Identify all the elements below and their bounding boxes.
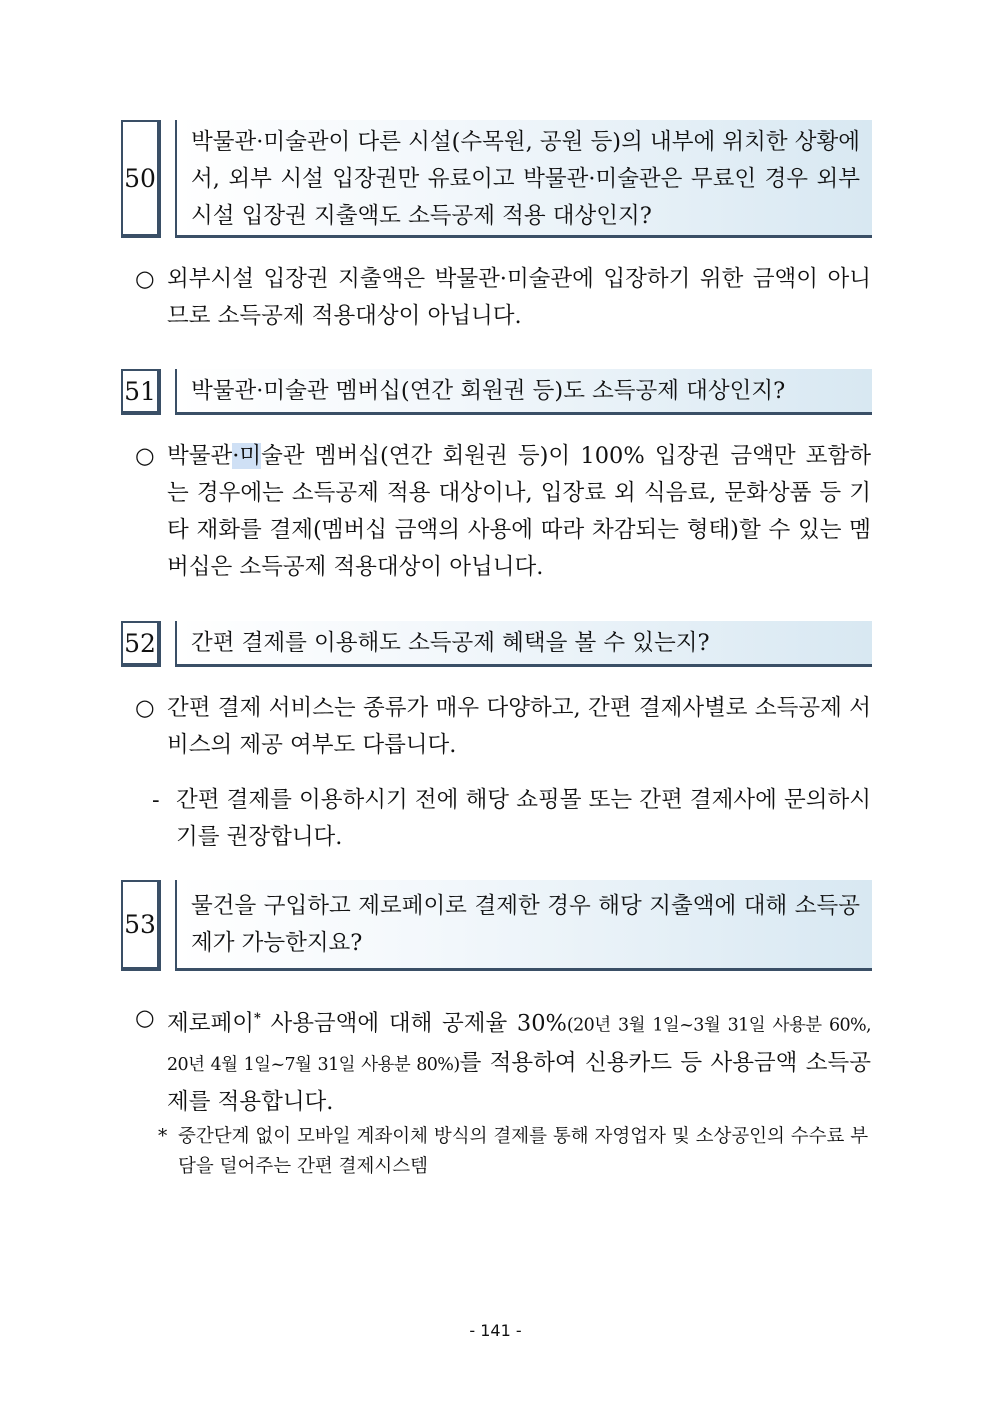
dash-bullet: - (152, 787, 160, 813)
question-number: 52 (121, 621, 161, 667)
footnote (158, 1122, 871, 1182)
question-number: 50 (121, 120, 161, 238)
answer-text: 간편 결제 서비스는 종류가 매우 다양하고, 간편 결제사별로 소득공제 서비스의 제공 여부도 다릅니다. (167, 695, 871, 758)
answer-52-sub (152, 782, 871, 856)
asterisk-bullet: * (158, 1126, 168, 1147)
question-title: 물건을 구입하고 제로페이로 결제한 경우 해당 지출액에 대해 소득공제가 가능한지요? (175, 880, 872, 971)
footnote-mark: * (253, 1011, 261, 1026)
answer-text: 박물관·미술관 멤버십(연간 회원권 등)이 100% 입장권 금액만 포함하는 경우에는 소득공제 적용 대상이나, 입장료 외 식음료, 문화상품 등 기타 재화를 결제(멤버십 금액의 사용에 따라 차감되는 형태)할 수 있는 멤버십은 소득공제 적용대상이 아닙니다. (167, 443, 871, 580)
circle-bullet: ○ (135, 695, 155, 721)
circle-bullet: ○ (135, 266, 155, 292)
answer-51 (135, 438, 871, 586)
question-title: 박물관·미술관이 다른 시설(수목원, 공원 등)의 내부에 위치한 상황에서, 외부 시설 입장권만 유료이고 박물관·미술관은 무료인 경우 외부시설 입장권 지출액도 소득공제 적용 대상인지? (175, 120, 872, 238)
question-number: 53 (121, 880, 161, 971)
sub-text: 간편 결제를 이용하시기 전에 해당 쇼핑몰 또는 간편 결제사에 문의하시기를 권장합니다. (176, 787, 871, 850)
question-title: 간편 결제를 이용해도 소득공제 혜택을 볼 수 있는지? (175, 621, 872, 667)
answer-50 (135, 261, 871, 335)
question-title: 박물관·미술관 멤버십(연간 회원권 등)도 소득공제 대상인지? (175, 369, 872, 415)
text-highlight: ·미 (232, 443, 262, 469)
answer-text: 외부시설 입장권 지출액은 박물관·미술관에 입장하기 위한 금액이 아니므로 소득공제 적용대상이 아닙니다. (167, 266, 871, 329)
small-note: (20년 3월 1일~3월 31일 사용분 60%, 20년 4월 1일~7월 31일 사용분 80%) (167, 1015, 871, 1075)
answer-text: 제로페이* 사용금액에 대해 공제율 30%(20년 3월 1일~3월 31일 사용분 60%, 20년 4월 1일~7월 31일 사용분 80%)를 적용하여 신용카드 등 사용금액 소득공제를 적용합니다. (167, 1010, 871, 1115)
question-number: 51 (121, 369, 161, 415)
circle-bullet: ○ (135, 1005, 155, 1031)
page-number: - 141 - (469, 1321, 522, 1340)
answer-52 (135, 690, 871, 764)
footnote-text: 중간단계 없이 모바일 계좌이체 방식의 결제를 통해 자영업자 및 소상공인의 수수료 부담을 덜어주는 간편 결제시스템 (178, 1126, 869, 1177)
circle-bullet: ○ (135, 443, 155, 469)
answer-53 (135, 1000, 871, 1121)
